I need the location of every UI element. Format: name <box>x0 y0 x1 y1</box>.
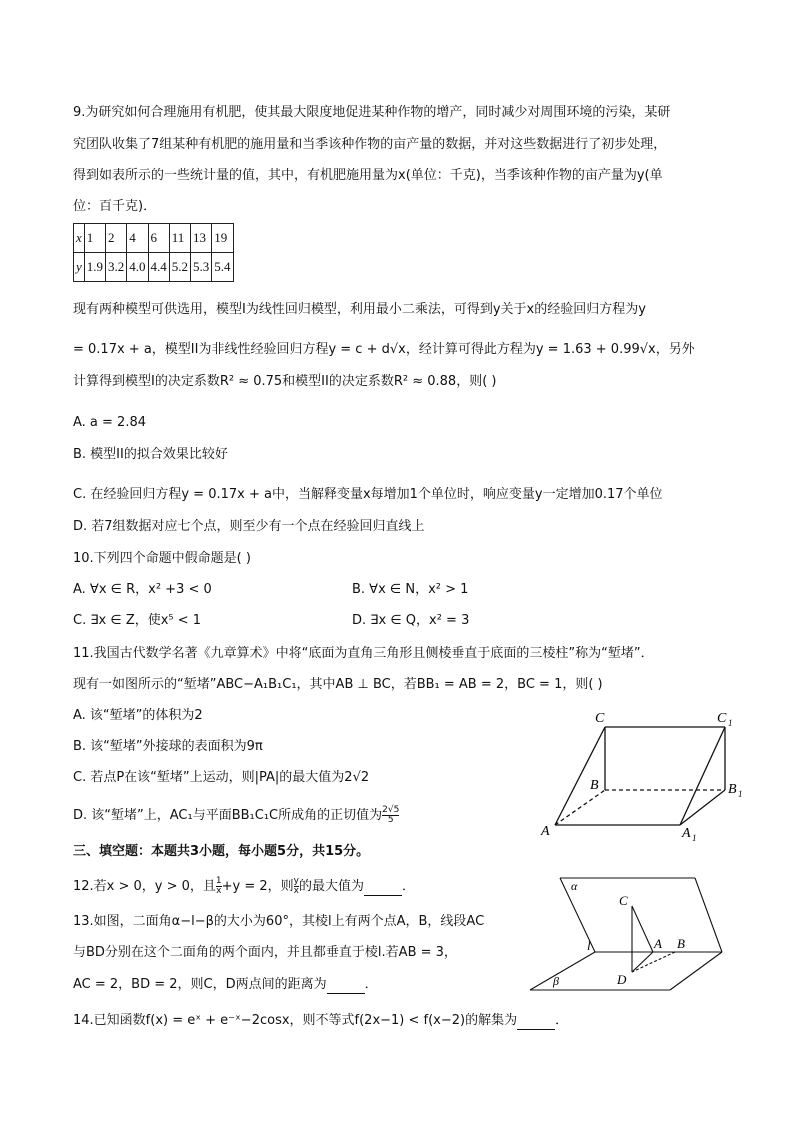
table-cell: 1 <box>84 224 105 253</box>
q11-option-a: A. 该“堑堵”的体积为2 <box>73 708 203 723</box>
label-a1-subscript: 1 <box>692 833 697 843</box>
q9-paragraph-2: = 0.17x + a，模型II为非线性经验回归方程y = c + d√x，经计算可得此方程为y = 1.63 + 0.99√x，另外 <box>73 342 695 357</box>
q9-option-b: B. 模型II的拟合效果比较好 <box>73 447 228 462</box>
table-cell: 4.4 <box>148 253 169 282</box>
table-cell: 19 <box>212 224 233 253</box>
q9-line-2: 究团队收集了7组某种有机肥的施用量和当季该种作物的亩产量的数据，并对这些数据进行了初步处理， <box>73 137 667 152</box>
label-c: C <box>595 711 605 726</box>
q10-option-d: D. ∃x ∈ Q，x² = 3 <box>352 613 470 628</box>
q9-option-c: C. 在经验回归方程y = 0.17x + a中，当解释变量x每增加1个单位时，响应变量y一定增加0.17个单位 <box>73 487 663 502</box>
q9-line-3: 得到如表所示的一些统计量的值，其中，有机肥施用量为x(单位：千克)，当季该种作物的亩产量为y(单 <box>73 168 663 183</box>
q12-line: 12.若x > 0，y > 0，且 $\frac{1}{x}$ +y = 2，则 $\frac{y}{x}$ 的最大值为 ． <box>73 876 416 896</box>
q10-stem: 10.下列四个命题中假命题是( ) <box>73 551 251 566</box>
label-a1: A <box>682 826 691 841</box>
table-row-x <box>74 224 234 253</box>
table-cell: 5.2 <box>169 253 190 282</box>
label-a: A <box>541 824 550 839</box>
dihedral-figure <box>525 872 735 997</box>
fraction-numerator: y <box>293 876 299 886</box>
table-header-x: x <box>74 224 85 253</box>
q10-option-b: B. ∀x ∈ N，x² > 1 <box>352 582 469 597</box>
table-cell: 11 <box>169 224 190 253</box>
q12-text-post: 的最大值为 <box>299 879 365 894</box>
label-b: B <box>590 778 599 793</box>
label-b1-subscript: 1 <box>738 789 743 799</box>
label-c: C <box>619 893 628 908</box>
label-l: l <box>587 938 591 953</box>
q12-text-pre: 12.若x > 0，y > 0，且 <box>73 879 216 894</box>
label-beta: β <box>553 974 559 988</box>
q11-option-d-text: D. 该“堑堵”上，AC₁与平面BB₁C₁C所成角的正切值为 <box>73 808 383 823</box>
table-cell: 4.0 <box>127 253 148 282</box>
q9-line-1: 9.为研究如何合理施用有机肥，使其最大限度地促进某种作物的增产，同时减少对周围环境的污染，某研 <box>73 105 671 120</box>
fraction-numerator: 2√5 <box>382 805 400 815</box>
answer-blank <box>517 1017 555 1030</box>
q13-line-2: 与BD分别在这个二面角的两个面内，并且都垂直于棱l.若AB = 3， <box>73 945 457 960</box>
q12-text-mid: +y = 2，则 <box>221 879 294 894</box>
q9-option-a: A. a = 2.84 <box>73 415 146 430</box>
q10-option-a: A. ∀x ∈ R，x² +3 < 0 <box>73 582 212 597</box>
table-header-y: y <box>74 253 85 282</box>
label-alpha: α <box>571 879 578 893</box>
label-c1: C <box>717 711 727 726</box>
label-b1: B <box>728 782 737 797</box>
answer-blank <box>364 883 402 896</box>
table-cell: 4 <box>127 224 148 253</box>
fraction <box>382 806 399 825</box>
fraction-numerator: 1 <box>215 876 222 886</box>
table-cell: 3.2 <box>106 253 127 282</box>
answer-blank <box>327 981 365 994</box>
section-3-heading: 三、填空题：本题共3小题，每小题5分，共15分。 <box>73 844 370 859</box>
q9-option-d: D. 若7组数据对应七个点，则至少有一个点在经验回归直线上 <box>73 519 425 534</box>
q13-line-1: 13.如图，二面角α−l−β的大小为60°，其棱l上有两个点A，B，线段AC <box>73 914 485 929</box>
table-cell: 1.9 <box>84 253 105 282</box>
fraction-denominator: 5 <box>387 815 394 825</box>
q11-option-d <box>73 806 399 825</box>
label-a: A <box>654 936 662 951</box>
q10-option-c: C. ∃x ∈ Z，使x⁵ < 1 <box>73 613 202 628</box>
label-d: D <box>617 972 627 987</box>
q11-option-c: C. 若点P在该“堑堵”上运动，则|PA|的最大值为2√2 <box>73 770 370 785</box>
q11-option-b: B. 该“堑堵”外接球的表面积为9π <box>73 739 263 754</box>
q14-line: 14.已知函数f(x) = eˣ + e⁻ˣ−2cosx，则不等式f(2x−1) < f(x−2)的解集为 ． <box>73 1013 569 1028</box>
fraction-denominator: x <box>216 886 222 896</box>
q13-line-3: AC = 2，BD = 2，则C，D两点间的距离为 ． <box>73 977 378 992</box>
q13-line-3-text: AC = 2，BD = 2，则C，D两点间的距离为 <box>73 977 327 992</box>
q9-line-4: 位：百千克)． <box>73 199 157 214</box>
table-cell: 2 <box>106 224 127 253</box>
q11-line-2: 现有一如图所示的“堑堵”ABC−A₁B₁C₁，其中AB ⊥ BC，若BB₁ = AB = 2，BC = 1，则( ) <box>73 677 603 692</box>
table-row-y <box>74 253 234 282</box>
q9-paragraph-1: 现有两种模型可供选用，模型I为线性回归模型，利用最小二乘法，可得到y关于x的经验回归方程为y <box>73 302 646 317</box>
table-cell: 13 <box>191 224 212 253</box>
label-b: B <box>677 936 685 951</box>
table-cell: 5.4 <box>212 253 233 282</box>
q11-line-1: 11.我国古代数学名著《九章算术》中将“底面为直角三角形且侧棱垂直于底面的三棱柱”称为“堑堵”． <box>73 646 654 661</box>
fraction-denominator: x <box>293 886 299 896</box>
table-cell: 5.3 <box>191 253 212 282</box>
label-c1-subscript: 1 <box>728 718 733 728</box>
prism-figure <box>535 705 755 845</box>
q14-text: 14.已知函数f(x) = eˣ + e⁻ˣ−2cosx，则不等式f(2x−1) < f(x−2)的解集为 <box>73 1013 518 1028</box>
q9-paragraph-3: 计算得到模型I的决定系数R² ≈ 0.75和模型II的决定系数R² ≈ 0.88，则( ) <box>73 374 497 389</box>
q9-data-table <box>73 223 234 282</box>
table-cell: 6 <box>148 224 169 253</box>
